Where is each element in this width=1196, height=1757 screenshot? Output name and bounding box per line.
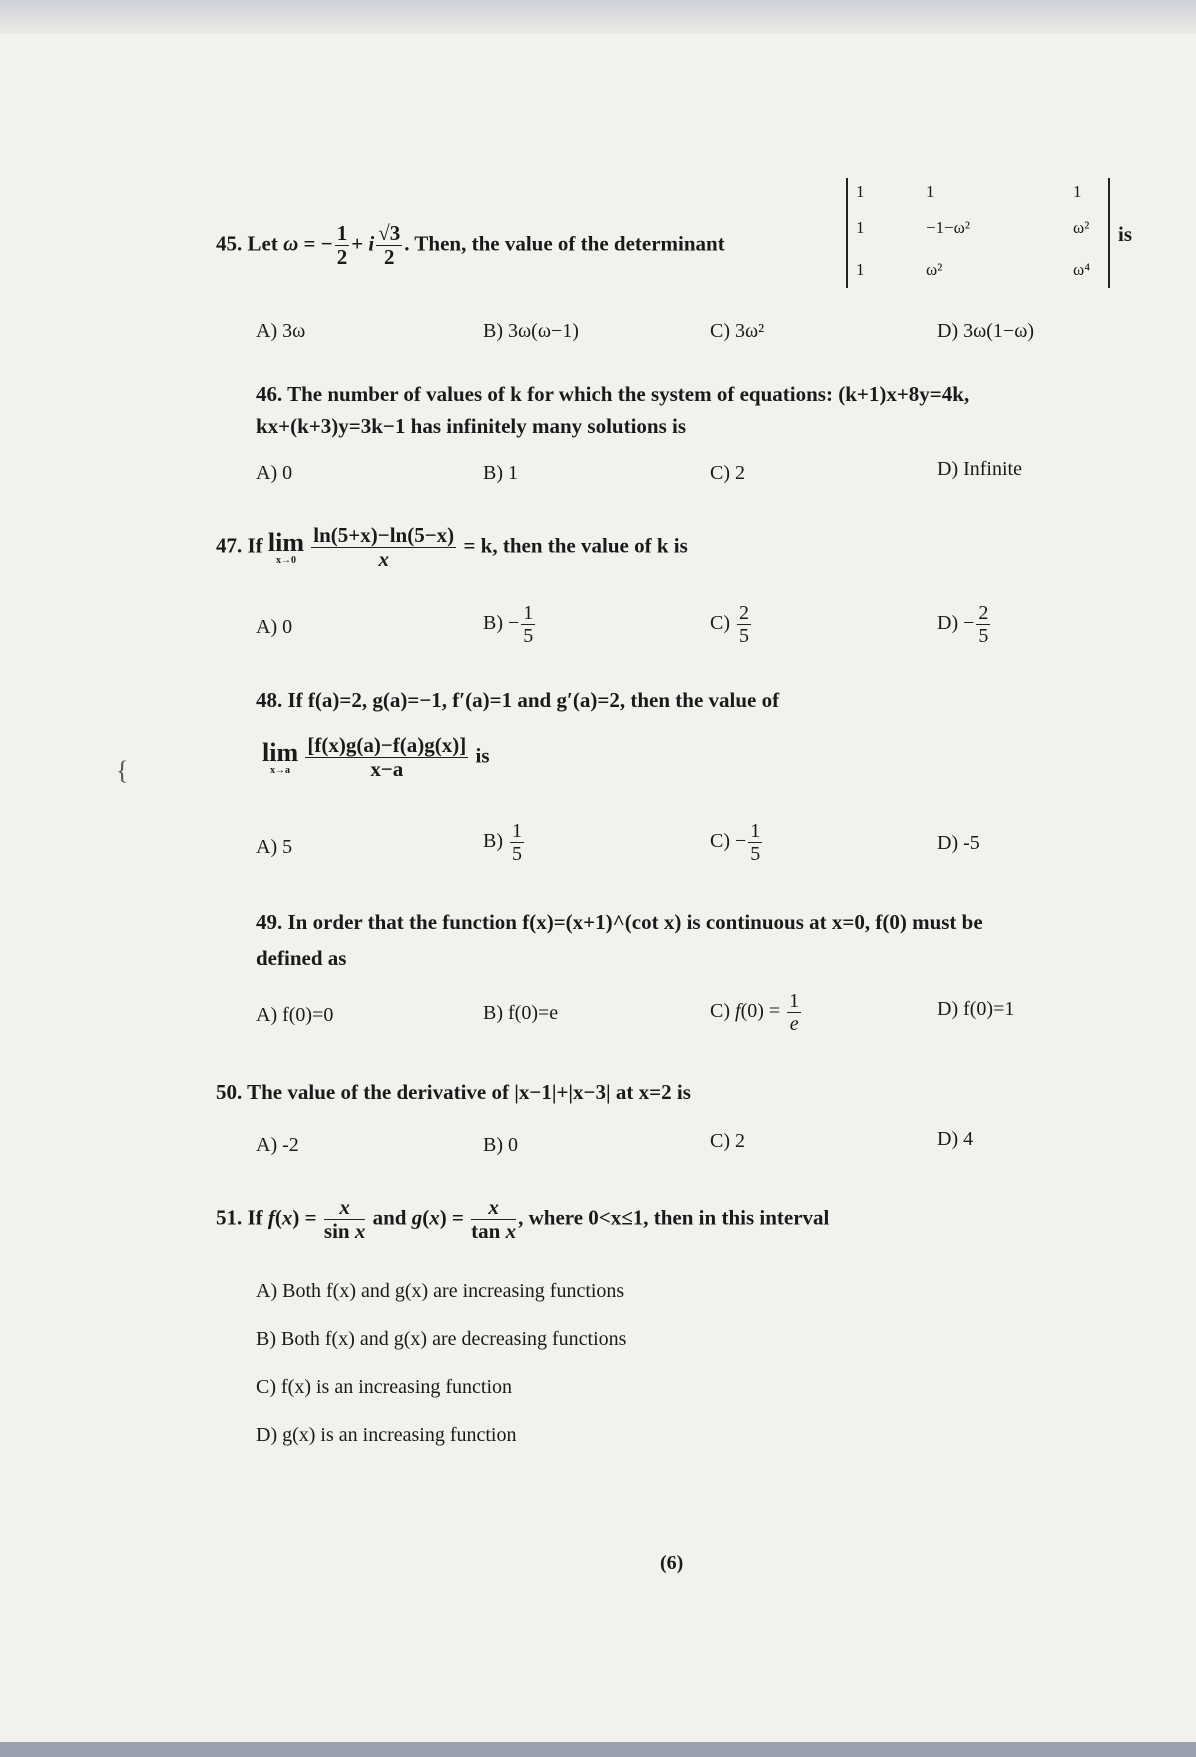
question-45-tail: is xyxy=(1118,222,1133,246)
option-50-d: D) 4 xyxy=(937,1128,974,1150)
option-45-b: B) 3ω(ω−1) xyxy=(483,320,579,342)
question-46-line2: kx+(k+3)y=3k−1 has infinitely many solutions is xyxy=(256,414,687,438)
question-49-line2: defined as xyxy=(256,946,347,970)
question-45: 45. Let ω = − $\frac{1}{2}$ + i $\frac{√3}{2}$ . Then, the value of the determinant xyxy=(216,221,725,270)
scan-top-edge xyxy=(0,0,1196,34)
option-46-c: C) 2 xyxy=(710,462,745,484)
question-51: 51. If f(x) = $\frac{x}{\text{sin x}}$ and g(x) = $\frac{x}{\text{tan x}}$ , where 0<x≤1, then in this interval xyxy=(216,1195,830,1244)
scan-bottom-edge xyxy=(0,1742,1196,1757)
option-49-a: A) f(0)=0 xyxy=(256,1004,334,1026)
option-51-a: A) Both f(x) and g(x) are increasing functions xyxy=(256,1280,625,1302)
option-51-b: B) Both f(x) and g(x) are decreasing functions xyxy=(256,1328,627,1350)
question-47: 47. If lim x→0 $\frac{\ln(5+x)-\ln(5-x)}{x}$ = k, then the value of k is xyxy=(216,523,688,572)
option-50-c: C) 2 xyxy=(710,1130,745,1152)
question-49-line1: 49. In order that the function f(x)=(x+1)^(cot x) is continuous at x=0, f(0) must be xyxy=(256,910,983,934)
option-48-c: C) − $\frac{1}{5}$ xyxy=(710,820,761,865)
option-46-d: D) Infinite xyxy=(937,458,1022,480)
page-number: (6) xyxy=(660,1552,684,1574)
option-46-a: A) 0 xyxy=(256,462,293,484)
option-47-a: A) 0 xyxy=(256,616,293,638)
option-50-a: A) -2 xyxy=(256,1134,299,1156)
option-51-d: D) g(x) is an increasing function xyxy=(256,1424,517,1446)
question-48-line1: 48. If f(a)=2, g(a)=−1, f′(a)=1 and g′(a)=2, then the value of xyxy=(256,688,780,712)
determinant-matrix: 1 1 1 1 −1−ω² ω² 1 ω² ω⁴ xyxy=(846,178,1110,288)
question-50: 50. The value of the derivative of |x−1|+|x−3| at x=2 is xyxy=(216,1080,691,1104)
option-47-c: C) $\frac{2}{5}$ xyxy=(710,602,749,647)
option-45-c: C) 3ω² xyxy=(710,320,765,342)
option-48-a: A) 5 xyxy=(256,836,293,858)
margin-mark: { xyxy=(116,756,129,785)
option-49-c: C) f(0) = $\frac{1}{e}$ xyxy=(710,990,800,1035)
option-48-b: B) $\frac{1}{5}$ xyxy=(483,820,522,865)
option-47-d: D) − $\frac{2}{5}$ xyxy=(937,602,989,647)
option-48-d: D) -5 xyxy=(937,832,980,854)
option-46-b: B) 1 xyxy=(483,462,518,484)
question-48-line2: lim x→a $\frac{[f(x)g(a)-f(a)g(x)]}{x-a}$ is xyxy=(262,733,490,782)
option-51-c: C) f(x) is an increasing function xyxy=(256,1376,513,1398)
option-45-d: D) 3ω(1−ω) xyxy=(937,320,1035,342)
option-49-d: D) f(0)=1 xyxy=(937,998,1015,1020)
option-45-a: A) 3ω xyxy=(256,320,306,342)
option-47-b: B) − $\frac{1}{5}$ xyxy=(483,602,534,647)
question-46-line1: 46. The number of values of k for which the system of equations: (k+1)x+8y=4k, xyxy=(256,382,970,406)
option-49-b: B) f(0)=e xyxy=(483,1002,559,1024)
option-50-b: B) 0 xyxy=(483,1134,518,1156)
